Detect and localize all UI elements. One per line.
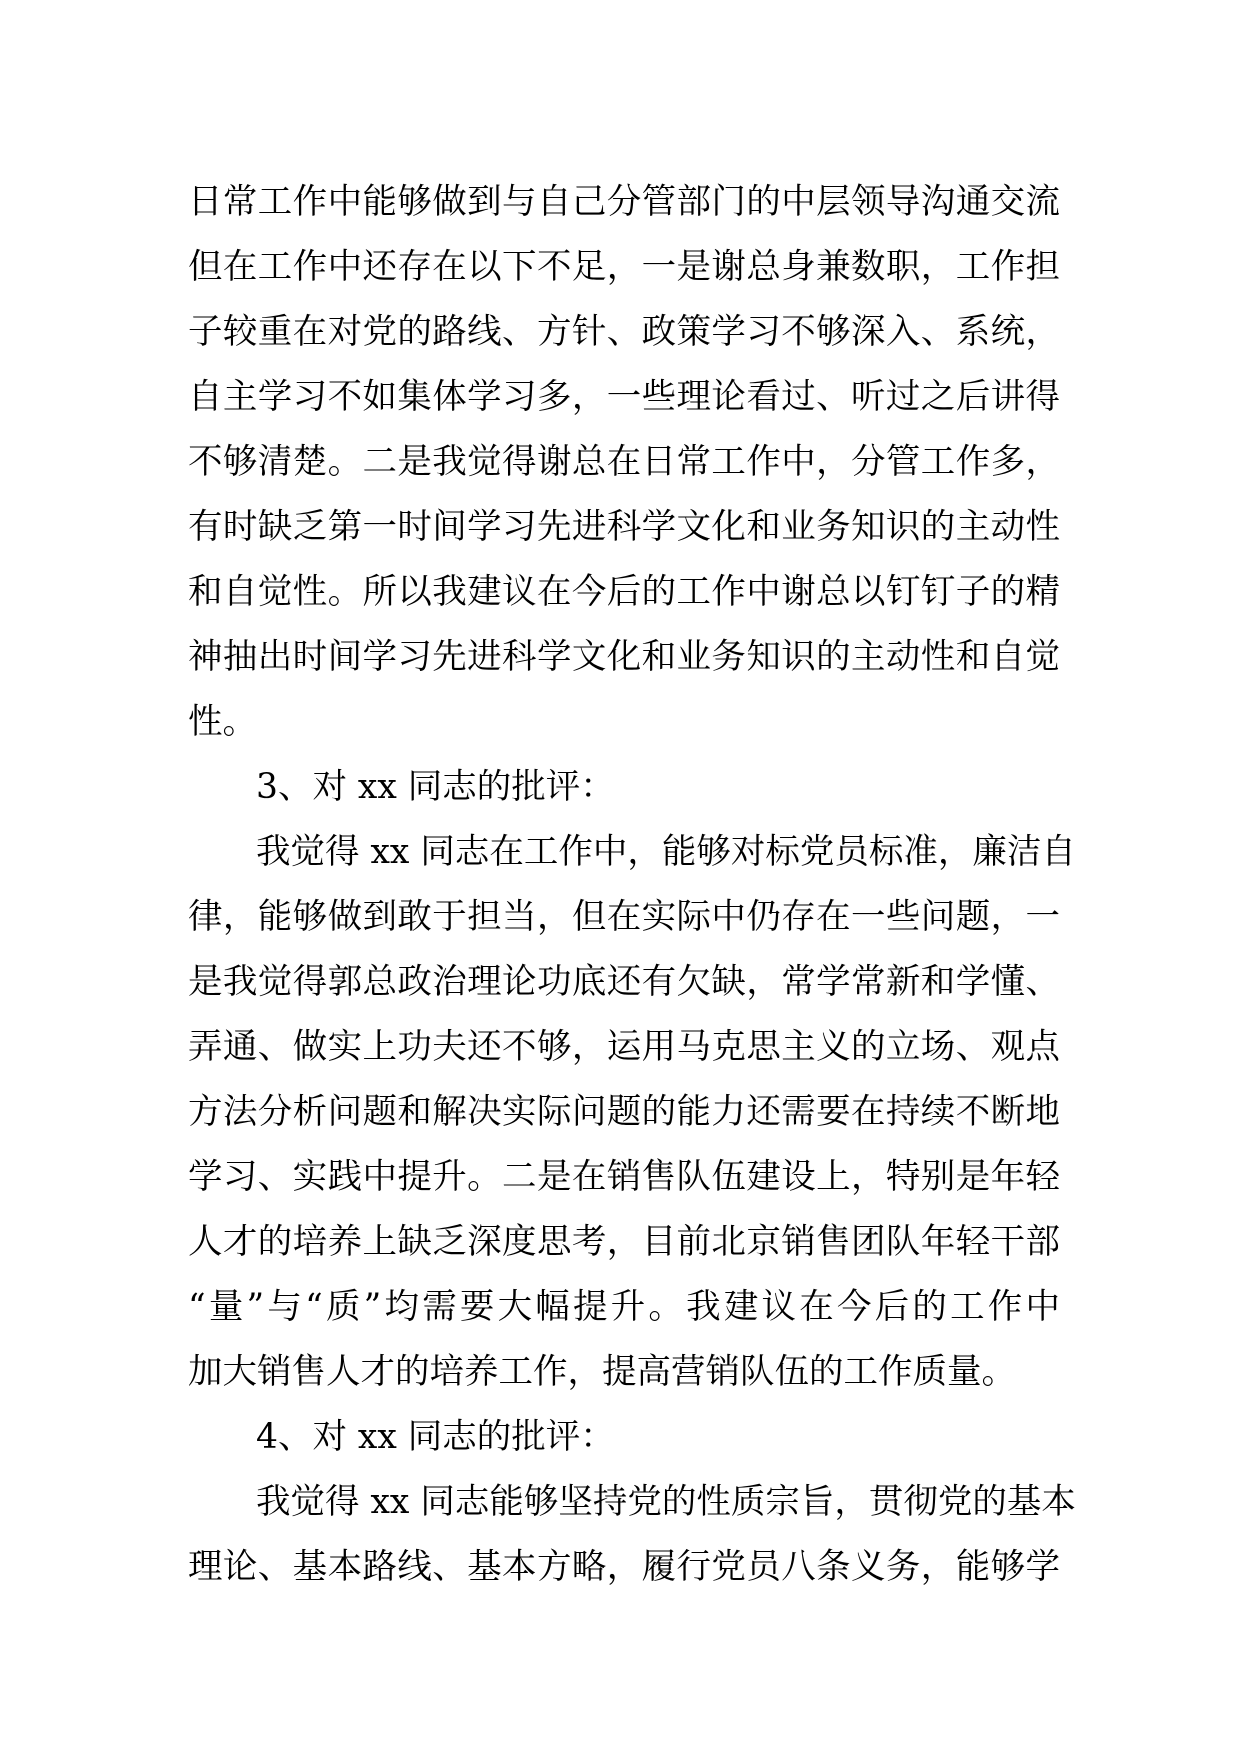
text-line: 神抽出时间学习先进科学文化和业务知识的主动性和自觉 <box>188 637 1060 677</box>
text-line: 我觉得 xx 同志能够坚持党的性质宗旨，贯彻党的基本 <box>256 1482 1076 1522</box>
text-line: 人才的培养上缺乏深度思考，目前北京销售团队年轻干部 <box>188 1222 1060 1262</box>
section-heading: 3、对 xx 同志的批评： <box>256 767 615 807</box>
text-line: 有时缺乏第一时间学习先进科学文化和业务知识的主动性 <box>188 507 1060 547</box>
text-line: 弄通、做实上功夫还不够，运用马克思主义的立场、观点 <box>188 1027 1060 1067</box>
text-line: 性。 <box>188 702 257 742</box>
text-line: 自主学习不如集体学习多，一些理论看过、听过之后讲得 <box>188 377 1060 417</box>
section-heading: 4、对 xx 同志的批评： <box>256 1417 615 1457</box>
text-line: 和自觉性。所以我建议在今后的工作中谢总以钉钉子的精 <box>188 572 1060 612</box>
text-line: 但在工作中还存在以下不足，一是谢总身兼数职，工作担 <box>188 247 1060 287</box>
text-line: 方法分析问题和解决实际问题的能力还需要在持续不断地 <box>188 1092 1060 1132</box>
text-line: 我觉得 xx 同志在工作中，能够对标党员标准，廉洁自 <box>256 832 1076 872</box>
text-line: 是我觉得郭总政治理论功底还有欠缺，常学常新和学懂、 <box>188 962 1060 1002</box>
text-line: 不够清楚。二是我觉得谢总在日常工作中，分管工作多， <box>188 442 1060 482</box>
document-body <box>188 170 1076 1600</box>
text-line: 日常工作中能够做到与自己分管部门的中层领导沟通交流 <box>188 182 1060 222</box>
text-line: 理论、基本路线、基本方略，履行党员八条义务，能够学 <box>188 1547 1060 1587</box>
text-line: 律，能够做到敢于担当，但在实际中仍存在一些问题，一 <box>188 897 1060 937</box>
text-line: 学习、实践中提升。二是在销售队伍建设上，特别是年轻 <box>188 1157 1060 1197</box>
text-line: “量”与“质”均需要大幅提升。我建议在今后的工作中 <box>188 1287 1060 1327</box>
text-line: 子较重在对党的路线、方针、政策学习不够深入、系统， <box>188 312 1060 352</box>
text-line: 加大销售人才的培养工作，提高营销队伍的工作质量。 <box>188 1352 1016 1392</box>
